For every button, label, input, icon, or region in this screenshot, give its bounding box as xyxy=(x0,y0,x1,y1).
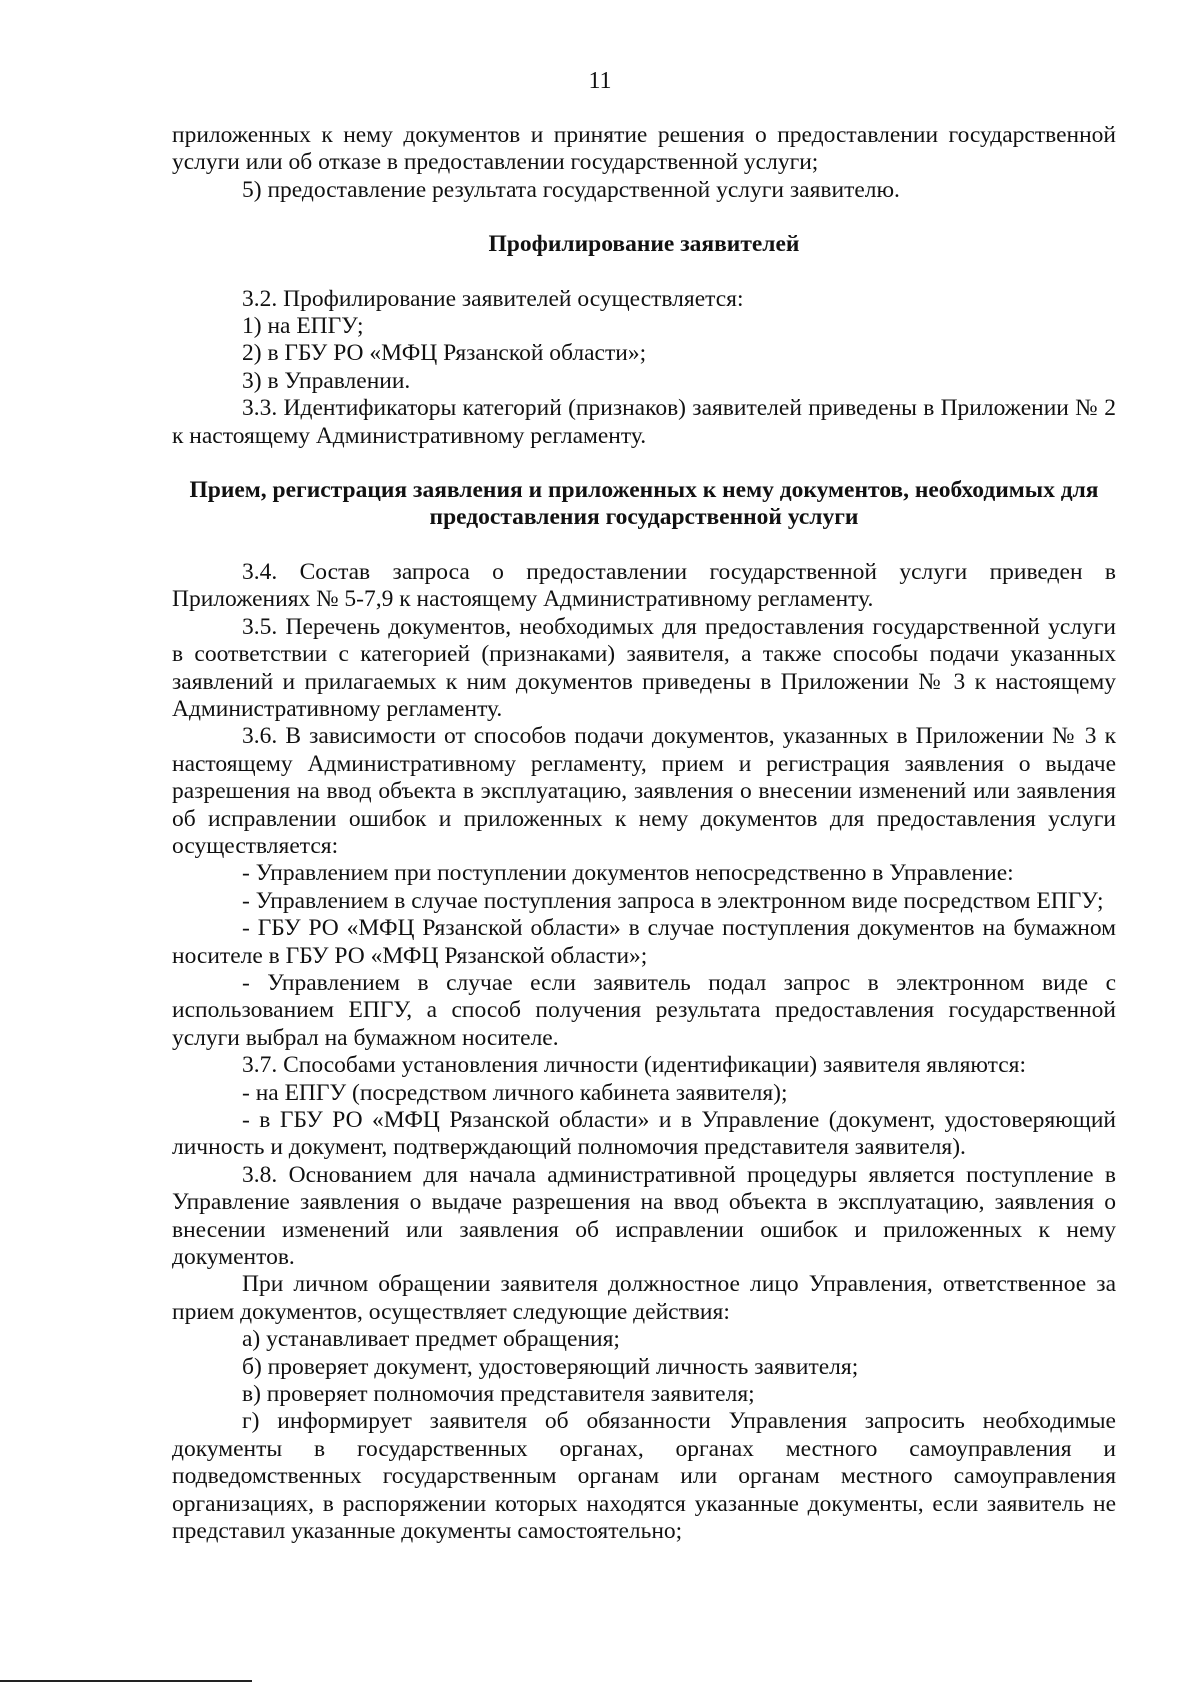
paragraph: 3) в Управлении. xyxy=(242,367,411,394)
paragraph: 3.5. Перечень документов, необходимых для предоставления государственной услуги в соответствии с категорией (признаками) заявителя, а также способы подачи указанных заявлений и прилагаемых к ним документов приведены в Приложении № 3 к настоящему Административному регламенту. xyxy=(172,613,1116,722)
paragraph: 5) предоставление результата государственной услуги заявителю. xyxy=(242,176,900,203)
paragraph: г) информирует заявителя об обязанности Управления запросить необходимые документы в государственных органах, органах местного самоуправления и подведомственных государственным органам или органам местного самоуправления организациях, в распоряжении которых находятся указанные документы, если заявитель не представил указанные документы самостоятельно; xyxy=(172,1408,1116,1545)
spacer xyxy=(172,532,1116,559)
paragraph: б) проверяет документ, удостоверяющий личность заявителя; xyxy=(242,1353,859,1380)
document-body xyxy=(172,122,1116,1546)
section-heading: Прием, регистрация заявления и приложенных к нему документов, необходимых для предоставления государственной услуги xyxy=(189,477,1099,531)
paragraph: - Управлением при поступлении документов непосредственно в Управление: xyxy=(242,860,1014,887)
paragraph: - на ЕПГУ (посредством личного кабинета заявителя); xyxy=(242,1079,788,1106)
paragraph: 3.2. Профилирование заявителей осуществляется: xyxy=(242,285,744,312)
paragraph: При личном обращении заявителя должностное лицо Управления, ответственное за прием документов, осуществляет следующие действия: xyxy=(172,1271,1116,1325)
paragraph: приложенных к нему документов и принятие решения о предоставлении государственной услуги или об отказе в предоставлении государственной услуги; xyxy=(172,122,1116,176)
paragraph: 2) в ГБУ РО «МФЦ Рязанской области»; xyxy=(242,340,647,367)
paragraph: 3.3. Идентификаторы категорий (признаков) заявителей приведены в Приложении № 2 к настоящему Административному регламенту. xyxy=(172,395,1116,449)
paragraph: а) устанавливает предмет обращения; xyxy=(242,1326,620,1353)
paragraph: 3.6. В зависимости от способов подачи документов, указанных в Приложении № 3 к настоящему Административному регламенту, прием и регистрация заявления о выдаче разрешения на ввод объекта в эксплуатацию, заявления о внесении изменений или заявления об исправлении ошибок и приложенных к нему документов для предоставления услуги осуществляется: xyxy=(172,723,1116,859)
spacer xyxy=(172,450,1116,477)
spacer xyxy=(172,259,1116,286)
paragraph: - ГБУ РО «МФЦ Рязанской области» в случае поступления документов на бумажном носителе в ГБУ РО «МФЦ Рязанской области»; xyxy=(172,915,1116,969)
section-heading: Профилирование заявителей xyxy=(488,231,800,258)
footer-rule xyxy=(0,1680,252,1682)
paragraph: - Управлением в случае если заявитель подал запрос в электронном виде с использованием ЕПГУ, а способ получения результата предоставления государственной услуги выбрал на бумажном носителе. xyxy=(172,969,1116,1051)
paragraph: 3.8. Основанием для начала административной процедуры является поступление в Управление заявления о выдаче разрешения на ввод объекта в эксплуатацию, заявления о внесении изменений или заявления об исправлении ошибок и приложенных к нему документов. xyxy=(172,1161,1116,1271)
paragraph: 3.4. Состав запроса о предоставлении государственной услуги приведен в Приложениях № 5-7,9 к настоящему Административному регламенту. xyxy=(172,558,1116,613)
page-number: 11 xyxy=(588,68,612,94)
paragraph: 3.7. Способами установления личности (идентификации) заявителя являются: xyxy=(242,1052,1027,1079)
paragraph: - Управлением в случае поступления запроса в электронном виде посредством ЕПГУ; xyxy=(242,887,1104,914)
paragraph: 1) на ЕПГУ; xyxy=(242,313,364,340)
paragraph: - в ГБУ РО «МФЦ Рязанской области» и в Управление (документ, удостоверяющий личность и документ, подтверждающий полномочия представителя заявителя). xyxy=(172,1107,1116,1161)
spacer xyxy=(172,204,1116,231)
paragraph: в) проверяет полномочия представителя заявителя; xyxy=(242,1381,755,1408)
